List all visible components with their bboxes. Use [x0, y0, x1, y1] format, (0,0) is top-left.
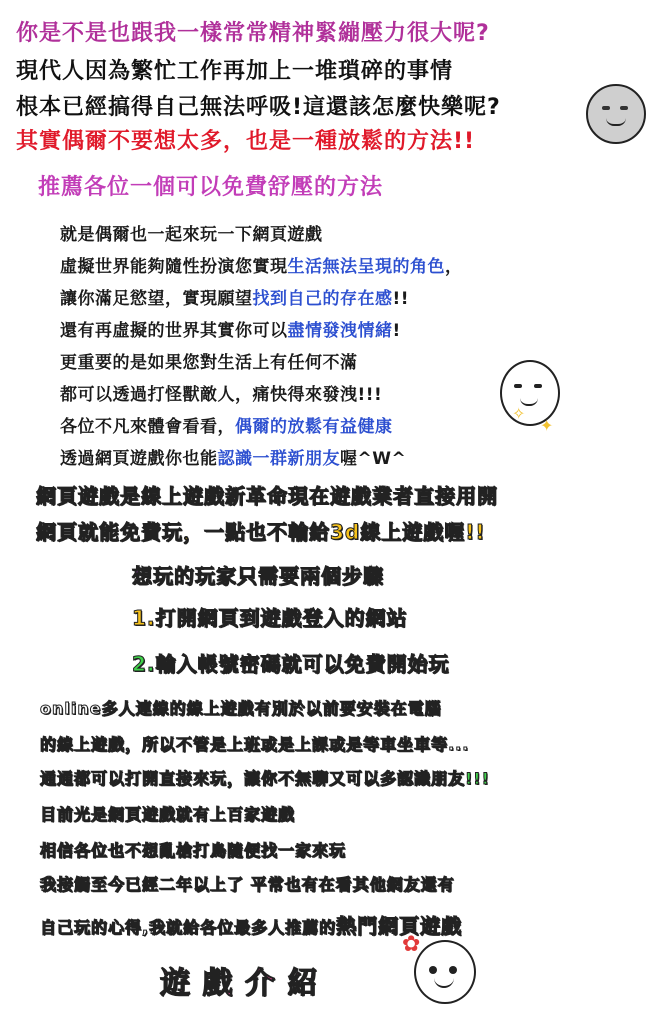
- body-text: 各位不凡來體會看看，: [60, 417, 235, 437]
- header-line-4: 其實偶爾不要想太多，也是一種放鬆的方法!!: [16, 129, 476, 154]
- section2-line-3: 想玩的玩家只需要兩個步驟: [132, 564, 384, 588]
- section3-line-1: online多人連線的線上遊戲有別於以前要安裝在電腦: [40, 699, 442, 718]
- highlight-text: 上班: [227, 735, 262, 754]
- flower-icon: ✿: [402, 932, 421, 957]
- section2-line-2: 網頁就能免費玩，一點也不輸給3d線上遊戲喔!!: [36, 520, 486, 544]
- section2-line-4: 1.打開網頁到遊戲登入的網站: [132, 606, 408, 630]
- header-line-1: 你是不是也跟我一樣常常精神緊繃壓力很大呢?: [16, 21, 490, 46]
- body-line-7: [60, 412, 393, 437]
- flower-face-icon: [414, 940, 476, 1004]
- highlight-text: 盡情發洩情緒: [287, 321, 393, 341]
- section2-line-1: 網頁遊戲是線上遊戲新革命現在遊戲業者直接用開: [36, 484, 498, 508]
- body-line-2: [60, 252, 463, 277]
- highlight-text: 找到自己的存在感: [252, 289, 393, 309]
- body-text: 喔^W^: [340, 449, 407, 469]
- game-intro-heading: 遊 戲 介 紹: [160, 966, 319, 1001]
- body-text: 透過網頁遊戲你也能: [60, 449, 218, 469]
- body-line-8: [60, 444, 406, 469]
- section3-text: 自己玩的心得,我就給各位最多人推薦的: [40, 918, 337, 937]
- body-line-6: 都可以透過打怪獸敵人，痛快得來發洩!!!: [60, 385, 383, 405]
- body-line-3: [60, 284, 409, 309]
- stressed-face-icon: [586, 84, 646, 144]
- body-text: 讓你滿足慾望，實現願望: [60, 289, 253, 309]
- section3-text: 的線上遊戲，所以不管是: [40, 735, 228, 754]
- recommend-title: 推薦各位一個可以免費舒壓的方法: [38, 175, 384, 200]
- highlight-text: 生活無法呈現的角色: [287, 257, 445, 277]
- body-text: 虛擬世界能夠隨性扮演您實現: [60, 257, 288, 277]
- section3-line-5: 相信各位也不想亂槍打鳥隨便找一家來玩: [40, 841, 347, 860]
- body-line-1: 就是偶爾也一起來玩一下網頁遊戲: [60, 225, 323, 245]
- sparkle-icon: ✧: [512, 404, 526, 423]
- section3-line-3: 通通都可以打開直接來玩，讓你不無聊又可以多認識朋友!!!: [40, 769, 490, 788]
- section3-line-7: [40, 910, 462, 939]
- body-text: 還有再虛擬的世界其實你可以: [60, 321, 288, 341]
- header-line-2: 現代人因為繁忙工作再加上一堆瑣碎的事情: [16, 59, 454, 84]
- body-text: !!: [392, 289, 410, 309]
- section2-line-5: 2.輸入帳號密碼就可以免費開始玩: [132, 652, 450, 676]
- body-line-5: 更重要的是如果您對生活上有任何不滿: [60, 353, 358, 373]
- header-line-3: 根本已經搞得自己無法呼吸!這還該怎麼快樂呢?: [16, 95, 501, 120]
- section3-line-2: [40, 732, 469, 755]
- section3-text: 或是等車坐車等...: [329, 735, 470, 754]
- section3-line-6: 我接觸至今已經二年以上了 平常也有在看其他網友還有: [40, 875, 455, 894]
- highlight-text: 偶爾的放鬆有益健康: [235, 417, 393, 437]
- highlight-text: 認識一群新朋友: [217, 449, 340, 469]
- body-text: !: [392, 321, 401, 341]
- body-text: ，: [445, 257, 463, 277]
- highlight-text: 上課: [295, 735, 330, 754]
- body-line-4: [60, 316, 401, 341]
- sparkle-icon: ✦: [540, 416, 554, 435]
- section3-line-4: 目前光是網頁遊戲就有上百家遊戲: [40, 805, 296, 824]
- highlight-text: 熱門網頁遊戲: [336, 914, 463, 938]
- section3-text: 或是: [261, 735, 296, 754]
